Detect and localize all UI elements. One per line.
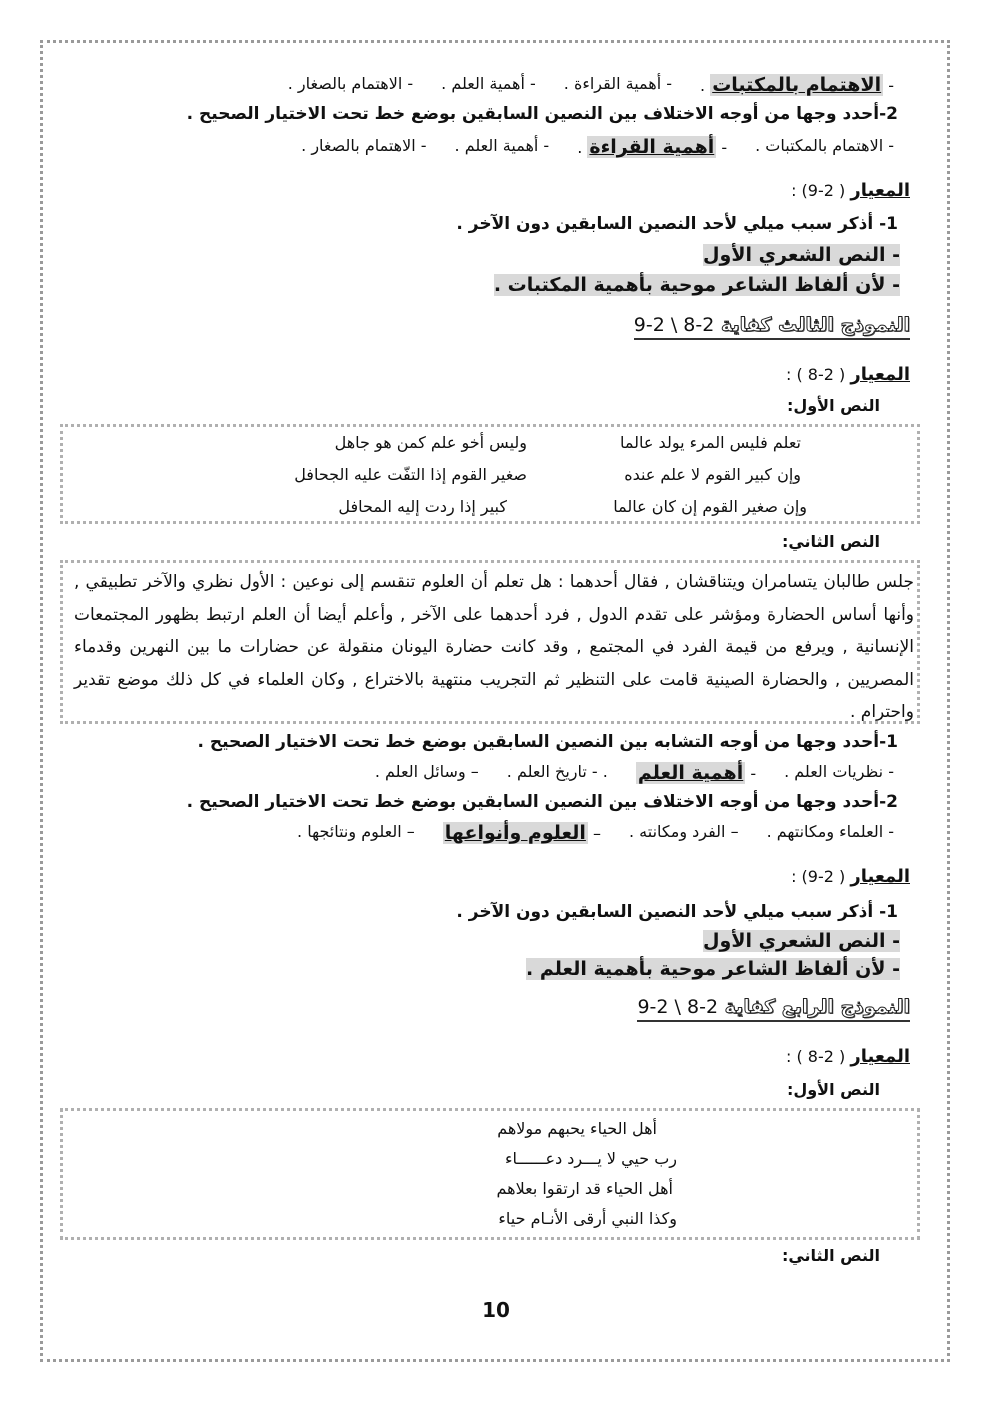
reason-question: 1- أذكر سبب ميلي لأحد النصين السابقين دون الآخر . xyxy=(456,902,898,922)
poem-line: وكذا النبي أرقى الأنـام حياء xyxy=(498,1209,677,1228)
model-title: النموذج الرابع كفاية 2-8 \ 2-9 xyxy=(637,996,910,1022)
poem-line: رب حيي لا يـــرد دعــــــاء xyxy=(505,1149,677,1168)
selected-option: العلوم وأنواعها xyxy=(444,822,586,844)
verse-first-half: وإن صغير القوم إن كان عالما xyxy=(613,497,807,516)
model-title: النموذج الثالث كفاية 2-8 \ 2-9 xyxy=(634,314,910,340)
question: 2-أحدد وجها من أوجه الاختلاف بين النصين السابقين بوضع خط تحت الاختيار الصحيح . xyxy=(186,792,898,812)
poem-box xyxy=(60,1108,920,1240)
option[interactable]: – وسائل العلم . xyxy=(374,762,479,781)
standard-heading: المعيار ( 2-8 ) : xyxy=(785,1046,910,1067)
option[interactable]: - العلماء ومكانتهم . xyxy=(766,822,894,841)
verse-second-half: صغير القوم إذا التفّت عليه الجحافل xyxy=(294,465,527,484)
option[interactable]: - الاهتمام بالمكتبات . xyxy=(700,74,894,96)
option[interactable]: - أهمية العلم xyxy=(637,762,757,784)
text-heading: النص الثاني: xyxy=(781,1246,880,1265)
answer: - لأن ألفاظ الشاعر موحية بأهمية المكتبات . xyxy=(493,274,900,296)
option[interactable]: – العلوم ونتائجها . xyxy=(297,822,415,841)
poem-line: أهل الحياء يحبهم مولاهم xyxy=(497,1119,657,1138)
selected-option: أهمية القراءة xyxy=(589,136,715,158)
option[interactable]: – الفرد ومكانته . xyxy=(629,822,739,841)
text-heading: النص الأول: xyxy=(786,1080,880,1099)
answer: - لأن ألفاظ الشاعر موحية بأهمية العلم . xyxy=(525,958,900,980)
verse-second-half: كبير إذا ردت إليه المحافل xyxy=(338,497,507,516)
page-number: 10 xyxy=(482,1298,510,1322)
selected-option: الاهتمام بالمكتبات xyxy=(712,74,882,96)
options-row xyxy=(60,822,894,844)
option[interactable]: - أهمية العلم . xyxy=(441,74,536,93)
text-heading: النص الأول: xyxy=(786,396,880,415)
standard-heading: المعيار ( 2-9) : xyxy=(791,866,910,887)
options-row xyxy=(60,762,894,784)
standard-heading: المعيار ( 2-8 ) : xyxy=(785,364,910,385)
verse-first-half: تعلم فليس المرء يولد عالما xyxy=(620,433,801,452)
poem-box xyxy=(60,424,920,524)
question: 1-أحدد وجها من أوجه التشابه بين النصين السابقين بوضع خط تحت الاختيار الصحيح . xyxy=(197,732,898,752)
verse-first-half: وإن كبير القوم لا علم عنده xyxy=(624,465,801,484)
option[interactable]: - أهمية القراءة . xyxy=(563,74,673,93)
option[interactable]: - أهمية القراءة . xyxy=(577,136,728,158)
text-heading: النص الثاني: xyxy=(781,532,880,551)
verse-second-half: وليس أخو علم كمن هو جاهل xyxy=(334,433,527,452)
option[interactable]: - الاهتمام بالصغار . xyxy=(287,74,414,93)
option[interactable]: - الاهتمام بالمكتبات . xyxy=(755,136,894,155)
answer: - النص الشعري الأول xyxy=(703,930,900,952)
option[interactable]: - نظريات العلم . xyxy=(784,762,894,781)
option[interactable]: . - تاريخ العلم . xyxy=(506,762,608,781)
question: 2-أحدد وجها من أوجه الاختلاف بين النصين السابقين بوضع خط تحت الاختيار الصحيح . xyxy=(186,104,898,124)
prose-text: جلس طالبان يتسامران ويتناقشان , فقال أحدهما : هل تعلم أن العلوم تنقسم إلى نوعين : الأول نظري والآخر تطبيقي , وأنها أساس الحضارة ومؤشر على تقدم الدول , فرد أحدهما على الآخر , وأعلم أيضا أن العلم ارتبط بظهور المجتمعات الإنسانية , ويرفع من قيمة الفرد في المجتمع , وقد كانت حضارة اليونان منقولة عن حضارات ما بين النهرين وقدماء المصريين , والحضارة الصينية قامت على التنظير ثم التجريب منتهية بالاختراع , وكان العلماء في كل ذلك موضع تقدير واحترام . xyxy=(74,572,914,722)
standard-heading: المعيار ( 2-9) : xyxy=(791,180,910,201)
options-row xyxy=(60,136,894,158)
poem-line: أهل الحياء قد ارتقوا بعلاهم xyxy=(496,1179,673,1198)
selected-option: أهمية العلم xyxy=(637,762,744,784)
option[interactable]: - أهمية العلم . xyxy=(454,136,550,155)
answer: - النص الشعري الأول xyxy=(703,244,900,266)
option[interactable]: - الاهتمام بالصغار . xyxy=(301,136,427,155)
option[interactable]: – العلوم وأنواعها xyxy=(444,822,601,844)
prev-options-row xyxy=(60,74,894,96)
reason-question: 1- أذكر سبب ميلي لأحد النصين السابقين دون الآخر . xyxy=(456,214,898,234)
